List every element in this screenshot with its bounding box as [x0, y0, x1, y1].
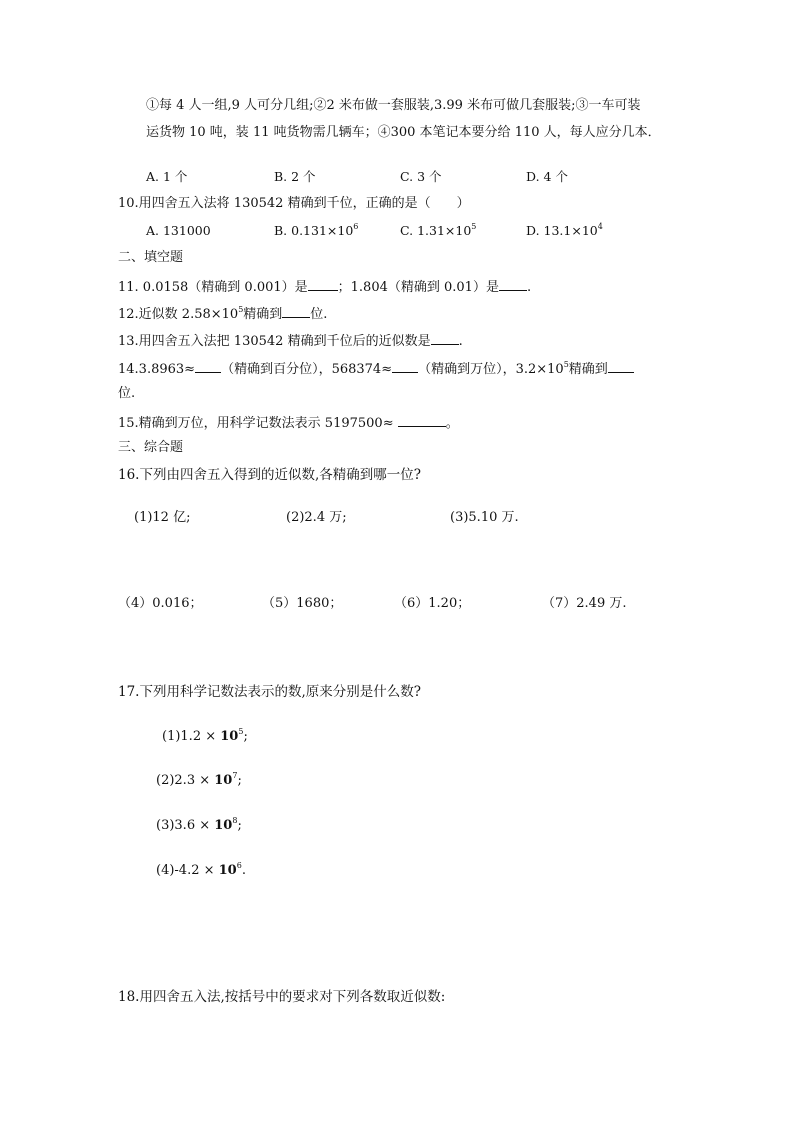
q17-item-1: $(1)1.2 \times 10^5$;: [162, 727, 248, 744]
q14-blank-2[interactable]: [392, 358, 418, 373]
q17-stem: 17.下列用科学记数法表示的数,原来分别是什么数?: [118, 684, 421, 700]
q14-blank-1[interactable]: [195, 358, 221, 373]
q14-tail: 位.: [118, 386, 136, 401]
q11: 11. 0.0158（精确到 0.001）是 ；1.804（精确到 0.01）是 .: [118, 276, 531, 297]
q17-item-3: $(3)3.6 \times 10^8$;: [156, 816, 242, 833]
q16-item-5: （5）1680；: [262, 596, 343, 611]
q9-option-c: C. 3 个: [400, 169, 442, 184]
q17-item-4: $(4)-4.2 \times 10^6$.: [156, 861, 246, 878]
q18-stem: 18.用四舍五入法,按括号中的要求对下列各数取近似数:: [118, 989, 446, 1005]
q16-item-1: (1)12 亿;: [134, 510, 191, 525]
q12-blank[interactable]: [282, 303, 310, 318]
q16-item-6: （6）1.20；: [394, 596, 471, 611]
q9-line2: 运货物 10 吨，装 11 吨货物需几辆车；④300 本笔记本要分给 110 人，每人应分几本．: [146, 125, 661, 140]
q16-item-3: (3)5.10 万.: [450, 510, 519, 525]
section-fill-in-title: 二、填空题: [118, 250, 184, 265]
q9-option-a: A. 1 个: [146, 169, 188, 184]
q14: 14.3.8963≈ （精确到百分位），568374≈ （精确到万位），$3.2\times 10^5$精确到: [118, 358, 634, 379]
q14-blank-3[interactable]: [608, 358, 634, 373]
q15-blank[interactable]: [398, 412, 446, 427]
q16-item-7: （7）2.49 万.: [542, 596, 627, 611]
q11-blank-1[interactable]: [308, 276, 338, 291]
q9-line1: ①每 4 人一组,9 人可分几组;②2 米布做一套服装,3.99 米布可做几套服装;③一车可装: [146, 98, 641, 113]
q10-stem: 10.用四舍五入法将 130542 精确到千位，正确的是（ ）: [118, 196, 470, 211]
q10-option-b: B. $0.131\times 10^6$: [274, 222, 359, 238]
q10-option-d: D. $13.1\times 10^4$: [526, 222, 603, 238]
q16-stem: 16.下列由四舍五入得到的近似数,各精确到哪一位?: [118, 467, 421, 483]
q17-item-2: $(2)2.3 \times 10^7$;: [156, 771, 242, 788]
q12: 12.近似数 $2.58\times 10^5$精确到 位.: [118, 305, 328, 322]
q16-item-4: （4）0.016；: [118, 596, 203, 611]
q9-option-b: B. 2 个: [274, 169, 316, 184]
q16-item-2: (2)2.4 万;: [286, 510, 347, 525]
q13-blank[interactable]: [431, 330, 459, 345]
q10-option-a: A. 131000: [146, 223, 211, 238]
q13: 13.用四舍五入法把 130542 精确到千位后的近似数是 .: [118, 330, 463, 351]
q11-blank-2[interactable]: [499, 276, 527, 291]
section-comprehensive-title: 三、综合题: [118, 440, 184, 455]
q9-option-d: D. 4 个: [526, 169, 568, 184]
q10-option-c: C. $1.31\times 10^5$: [400, 222, 477, 238]
q15: 15.精确到万位，用科学记数法表示 5197500≈ 。: [118, 412, 459, 433]
